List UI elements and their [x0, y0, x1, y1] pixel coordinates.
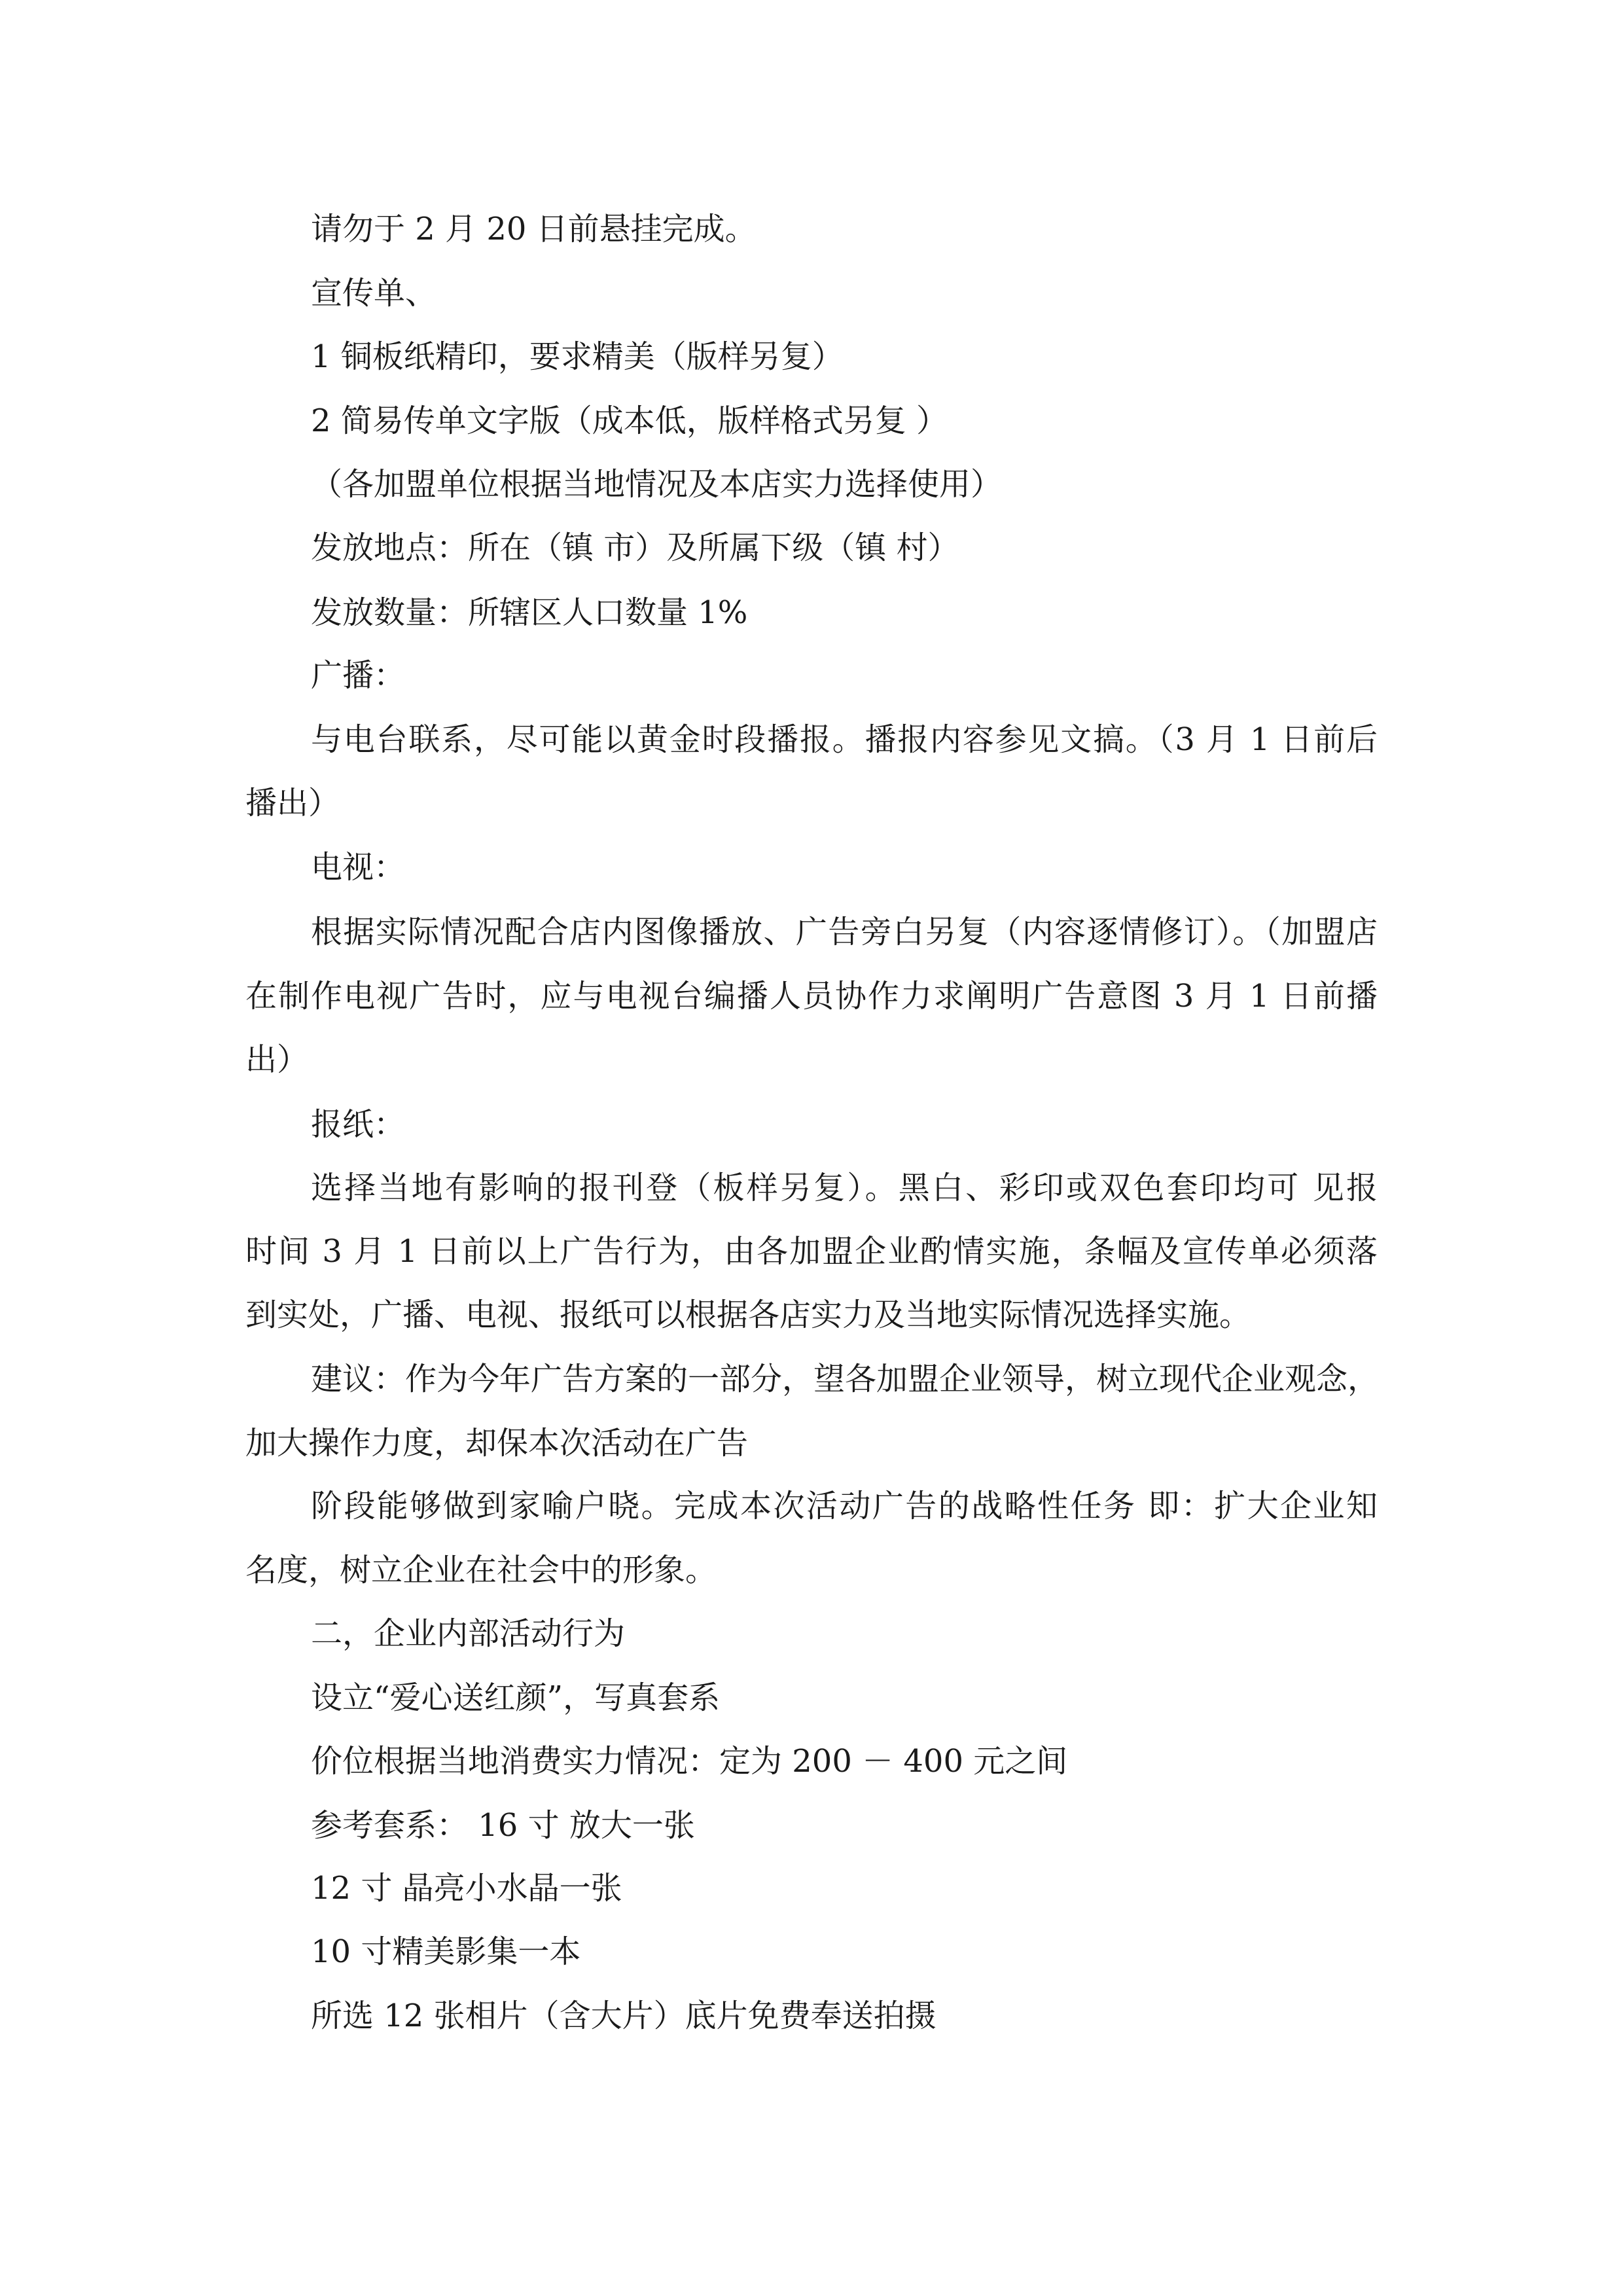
- text-line: 发放地点：所在（镇 市）及所属下级（镇 村）: [311, 529, 959, 566]
- text-line: 2 简易传单文字版（成本低，版样格式另复 ）: [311, 403, 948, 439]
- text-line: 发放数量：所辖区人口数量 1%: [311, 594, 748, 631]
- text-line: 加大操作力度，却保本次活动在广告: [245, 1425, 749, 1462]
- text-line: 设立“爱心送红颜”，写真套系: [311, 1679, 721, 1716]
- text-line: 请勿于 2 月 20 日前悬挂完成。: [311, 211, 757, 247]
- text-line: 价位根据当地消费实力情况：定为 200 － 400 元之间: [311, 1743, 1068, 1780]
- section-heading: 电视：: [311, 849, 406, 886]
- text-line: 名度，树立企业在社会中的形象。: [245, 1552, 717, 1588]
- text-line: 到实处，广播、电视、报纸可以根据各店实力及当地实际情况选择实施。: [245, 1297, 1251, 1333]
- text-line: （各加盟单位根据当地情况及本店实力选择使用）: [311, 466, 1003, 503]
- text-line: 根据实际情况配合店内图像播放、广告旁白另复（内容逐情修订）。（加盟店: [311, 914, 1378, 950]
- text-line: 1 铜板纸精印，要求精美（版样另复）: [311, 338, 844, 375]
- text-line: 所选 12 张相片（含大片）底片免费奉送拍摄: [311, 1998, 936, 2034]
- text-line: 12 寸 晶亮小水晶一张: [311, 1870, 622, 1907]
- text-line: 参考套系： 16 寸 放大一张: [311, 1807, 695, 1844]
- text-line: 播出）: [245, 785, 340, 821]
- section-heading: 二，企业内部活动行为: [311, 1615, 626, 1652]
- text-line: 出）: [245, 1041, 309, 1078]
- text-line: 建议：作为今年广告方案的一部分，望各加盟企业领导，树立现代企业观念，: [311, 1361, 1380, 1397]
- text-line: 选择当地有影响的报刊登（板样另复）。黑白、彩印或双色套印均可 见报: [311, 1170, 1378, 1206]
- section-heading: 广播：: [311, 657, 406, 694]
- text-line: 宣传单、: [311, 275, 437, 312]
- text-line: 阶段能够做到家喻户晓。完成本次活动广告的战略性任务 即：扩大企业知: [311, 1488, 1378, 1524]
- text-line: 与电台联系，尽可能以黄金时段播报。播报内容参见文搞。（3 月 1 日前后: [311, 721, 1378, 758]
- text-line: 时间 3 月 1 日前以上广告行为，由各加盟企业酌情实施，条幅及宣传单必须落: [245, 1233, 1378, 1270]
- text-line: 10 寸精美影集一本: [311, 1933, 581, 1970]
- section-heading: 报纸：: [311, 1106, 406, 1143]
- text-line: 在制作电视广告时，应与电视台编播人员协作力求阐明广告意图 3 月 1 日前播: [245, 978, 1378, 1014]
